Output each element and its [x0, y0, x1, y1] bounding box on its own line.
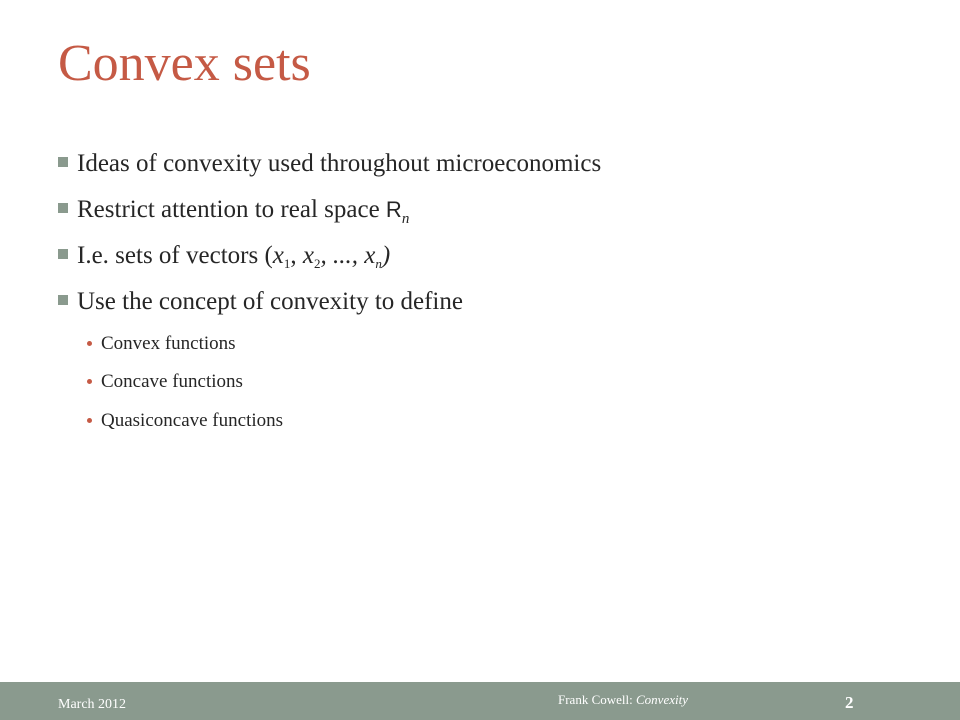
bullet-text: Ideas of convexity used throughout microeconomics	[77, 149, 602, 177]
vector-sep-1: ,	[290, 241, 303, 269]
dot-bullet-icon	[87, 418, 92, 423]
bullet-list	[58, 140, 918, 440]
square-bullet-icon	[58, 203, 68, 213]
vector-prefix: I.e. sets of vectors (	[77, 241, 273, 269]
sub-bullet-text: Quasiconcave functions	[101, 409, 284, 431]
bullet-text-main: Restrict attention to real space	[77, 195, 386, 223]
slide-title: Convex sets	[58, 35, 311, 92]
sub-bullet-text: Convex functions	[101, 332, 236, 354]
bullet-item-3	[58, 232, 918, 278]
footer-author-name: Frank Cowell:	[558, 692, 636, 707]
real-space-exponent: n	[401, 210, 410, 227]
vector-sub-1: 1	[283, 255, 291, 271]
vector-sub-n: n	[375, 255, 382, 271]
sub-bullet-item	[58, 324, 918, 363]
page-number: 2	[845, 693, 854, 712]
sub-bullet-item	[58, 401, 918, 440]
real-space-symbol: R	[385, 196, 402, 222]
vector-sep-2: , ...,	[320, 241, 365, 269]
vector-suffix: )	[381, 241, 391, 269]
footer-date: March 2012	[58, 697, 127, 712]
vector-sub-2: 2	[313, 255, 321, 271]
footer-topic: Convexity	[636, 692, 688, 707]
square-bullet-icon	[58, 295, 68, 305]
square-bullet-icon	[58, 157, 68, 167]
bullet-text	[77, 195, 410, 227]
bullet-text: Use the concept of convexity to define	[77, 287, 463, 315]
bullet-item-1	[58, 140, 918, 186]
bullet-text	[77, 241, 391, 271]
footer-bar	[0, 682, 960, 720]
footer-author	[558, 693, 688, 706]
bullet-item-4	[58, 278, 918, 324]
dot-bullet-icon	[87, 379, 92, 384]
vector-x1: x	[272, 241, 284, 269]
dot-bullet-icon	[87, 341, 92, 346]
vector-x2: x	[302, 241, 314, 269]
square-bullet-icon	[58, 249, 68, 259]
sub-bullet-text: Concave functions	[101, 371, 243, 393]
bullet-item-2	[58, 186, 918, 232]
sub-bullet-item	[58, 363, 918, 402]
vector-xn: x	[364, 241, 376, 269]
